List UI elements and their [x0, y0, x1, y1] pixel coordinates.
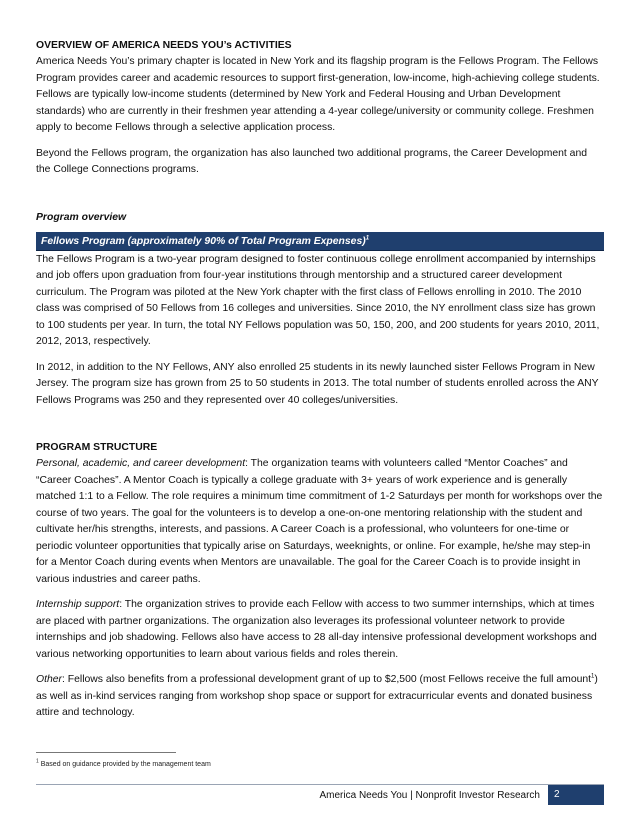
- footer-divider: [36, 784, 604, 785]
- other-lead: Other: [36, 674, 62, 685]
- footnote-text: Based on guidance provided by the management team: [40, 761, 211, 768]
- overview-heading: OVERVIEW OF AMERICA NEEDS YOU’s ACTIVITIES: [36, 40, 292, 51]
- internship-lead: Internship support: [36, 599, 120, 610]
- fellows-paragraph-2: In 2012, in addition to the NY Fellows, ANY also enrolled 25 students in its newly launched sister Fellows Program in New Jersey. The program size has grown from 25 to 50 students in 2013. The total number of students enrolled across the ANY Fellows Programs was 250 and they represented over 40 colleges/universities.: [36, 361, 599, 406]
- fellows-program-banner-footnote-marker: 1: [365, 235, 370, 242]
- fellows-paragraph-1: The Fellows Program is a two-year program designed to foster continuous college enrollment accompanied by internships and job offers upon graduation from four-year institutions through mentorship and a structured career development curriculum. The Program was piloted at the New York chapter with the first class of Fellows enrolling in 2010. The 2010 class was comprised of 50 Fellows from 16 colleges and universities. Since 2010, the NY enrollment class size has grown to 100 students per year. In turn, the total NY Fellows population was 50, 150, 200, and 200 students for years 2010, 2011, 2012, 2013, respectively.: [36, 253, 600, 347]
- development-body: : The organization teams with volunteers called “Mentor Coaches” and “Career Coaches”. A Mentor Coach is typically a college graduate with 3+ years of work experience and is generally matched 1:1 to a Fellow. The role requires a minimum time commitment of 1-2 Saturdays per month for workshops over the course of two years. The goal for the volunteers is to develop a one-on-one mentoring relationship with the student and cultivate her/his strengths, interests, and passions. A Career Coach is a professional, who volunteers for one-time or periodic volunteer opportunities that typically arise on Saturdays, weeknights, or online. For example, he/she may step-in for a Mentor Coach during events when Mentors are unavailable. The goal for the Career Coach is to provide insight in various industries and career paths.: [36, 458, 603, 585]
- footnote: [36, 758, 211, 768]
- program-structure-heading: PROGRAM STRUCTURE: [36, 442, 158, 453]
- other-body-b: ) as well as in-kind services ranging from workshop shop space or support for extracurricular events and donated business attire and technology.: [36, 674, 598, 718]
- fellows-program-banner: [36, 232, 604, 251]
- footnote-marker: 1: [36, 758, 39, 765]
- structure-paragraph-other: [36, 672, 604, 722]
- other-footnote-marker: 1: [591, 673, 595, 680]
- overview-paragraph-2: Beyond the Fellows program, the organization has also launched two additional programs, the Career Development and the College Connections programs.: [36, 147, 588, 175]
- program-overview-title: Program overview: [36, 211, 127, 223]
- overview-paragraph-1: America Needs You’s primary chapter is located in New York and its flagship program is the Fellows Program. The Fellows Program provides career and academic resources to support first-generation, low-income, high-achieving college students. Fellows are typically low-income students (determined by New York and Federal Housing and Urban Development standards) who are currently in their freshmen year attending a 4-year college/university or community college. Freshmen apply to become Fellows through a selective application process.: [36, 56, 600, 133]
- other-body-a: : Fellows also benefits from a professional development grant of up to $2,500 (most Fellows receive the full amount: [62, 674, 592, 685]
- footer-text: America Needs You | Nonprofit Investor Research: [319, 790, 540, 801]
- structure-paragraph-internship: [36, 597, 604, 663]
- structure-paragraph-development: [36, 456, 604, 588]
- footnote-divider: [36, 752, 176, 753]
- internship-body: : The organization strives to provide each Fellow with access to two summer internships, which at times are placed with partner organizations. The organization also leverages its professional volunteer network to provide internships and job shadowing. Fellows also have access to 28 all-day intensive professional development workshops and various networking opportunities to learn about various fields and roles therein.: [36, 599, 597, 660]
- development-lead: Personal, academic, and career development: [36, 458, 246, 469]
- fellows-program-banner-label: Fellows Program (approximately 90% of Total Program Expenses): [41, 235, 366, 247]
- page-number: 2: [548, 785, 604, 805]
- page-body: [36, 38, 604, 722]
